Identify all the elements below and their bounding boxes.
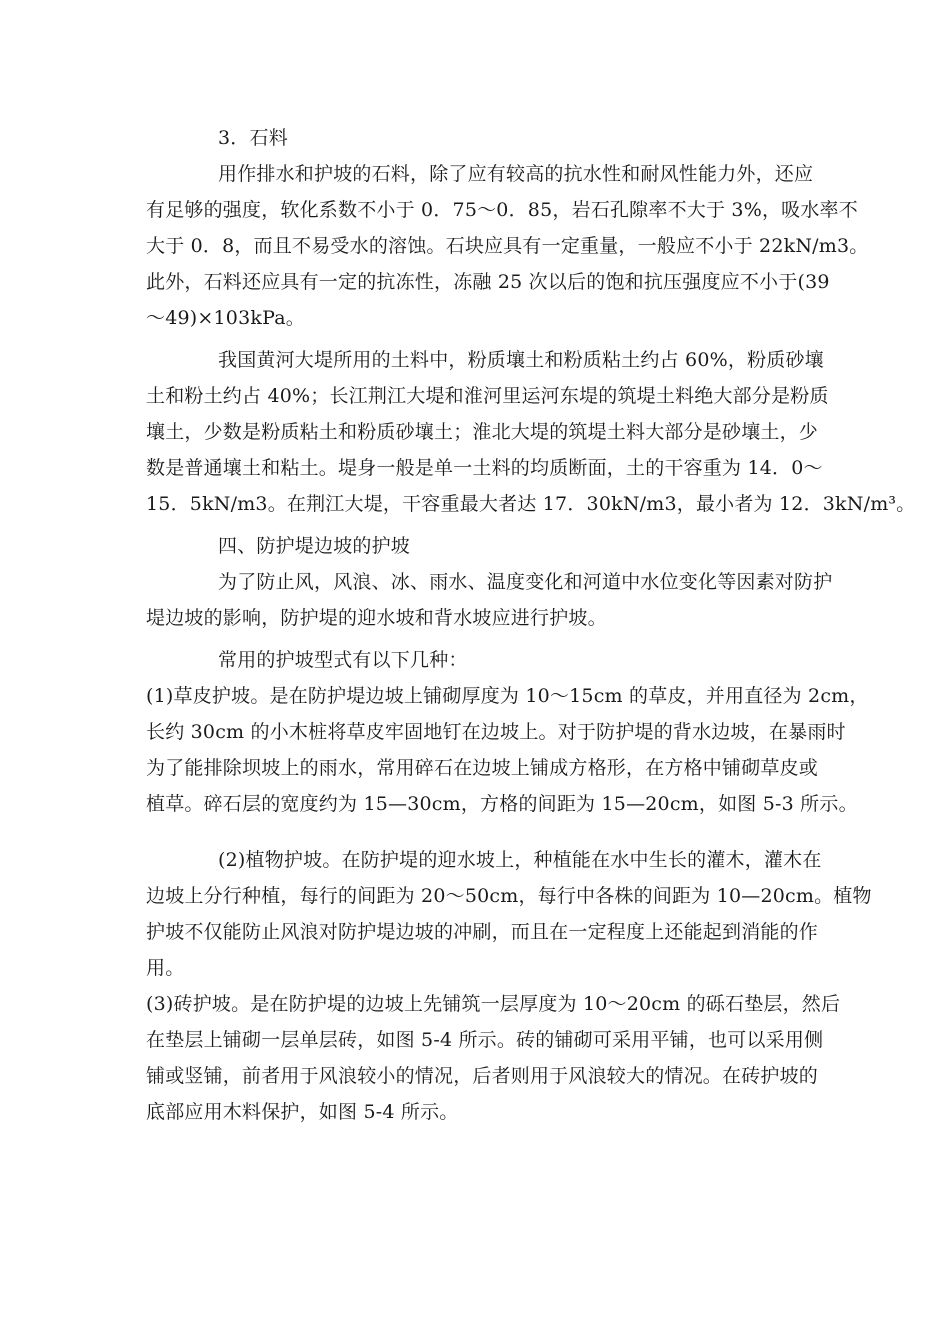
paragraph-line: (1)草皮护坡。是在防护堤边坡上铺砌厚度为 10～15cm 的草皮，并用直径为 2cm， (146, 685, 869, 707)
paragraph-line: 壤土，少数是粉质粘土和粉质砂壤土；淮北大堤的筑堤土料大部分是砂壤土，少 (146, 421, 819, 443)
paragraph-line: 有足够的强度，软化系数不小于 0．75～0．85，岩石孔隙率不大于 3%，吸水率不 (146, 199, 858, 221)
paragraph-line: 底部应用木料保护，如图 5-4 所示。 (146, 1101, 459, 1123)
paragraph-line: 我国黄河大堤所用的土料中，粉质壤土和粉质粘土约占 60%，粉质砂壤 (218, 349, 824, 371)
paragraph-line: 长约 30cm 的小木桩将草皮牢固地钉在边坡上。对于防护堤的背水边坡，在暴雨时 (146, 721, 846, 743)
paragraph-line: ～49)×103kPa。 (146, 307, 305, 329)
paragraph-line: 为了能排除坝坡上的雨水，常用碎石在边坡上铺成方格形，在方格中铺砌草皮或 (146, 757, 819, 779)
paragraph-line: (3)砖护坡。是在防护堤的边坡上先铺筑一层厚度为 10～20cm 的砾石垫层，然后 (146, 993, 841, 1015)
paragraph-line: 铺或竖铺，前者用于风浪较小的情况，后者则用于风浪较大的情况。在砖护坡的 (146, 1065, 819, 1087)
paragraph-line: 此外，石料还应具有一定的抗冻性，冻融 25 次以后的饱和抗压强度应不小于(39 (146, 271, 830, 293)
paragraph-line: 为了防止风，风浪、冰、雨水、温度变化和河道中水位变化等因素对防护 (218, 571, 833, 593)
paragraph-line: 植草。碎石层的宽度约为 15—30cm，方格的间距为 15—20cm，如图 5-3 所示。 (146, 793, 858, 815)
paragraph-line: 数是普通壤土和粘土。堤身一般是单一土料的均质断面，土的干容重为 14．0～ (146, 457, 823, 479)
paragraph-line: 堤边坡的影响，防护堤的迎水坡和背水坡应进行护坡。 (146, 607, 607, 629)
paragraph-line: 15．5kN/m3。在荆江大堤，干容重最大者达 17．30kN/m3，最小者为 12．3kN/m³。 (146, 493, 916, 515)
paragraph-line: 边坡上分行种植，每行的间距为 20～50cm，每行中各株的间距为 10—20cm。植物 (146, 885, 872, 907)
paragraph-line: 护坡不仅能防止风浪对防护堤边坡的冲刷，而且在一定程度上还能起到消能的作 (146, 921, 819, 943)
paragraph-line: 大于 0．8，而且不易受水的溶蚀。石块应具有一定重量，一般应不小于 22kN/m3。 (146, 235, 869, 257)
paragraph-line: 在垫层上铺砌一层单层砖，如图 5-4 所示。砖的铺砌可采用平铺，也可以采用侧 (146, 1029, 824, 1051)
paragraph-line: 用作排水和护坡的石料，除了应有较高的抗水性和耐风性能力外，还应 (218, 163, 814, 185)
paragraph-line: (2)植物护坡。在防护堤的迎水坡上，种植能在水中生长的灌木，灌木在 (218, 849, 822, 871)
paragraph-line: 用。 (146, 957, 185, 979)
section-heading-slope: 四、防护堤边坡的护坡 (218, 535, 411, 557)
paragraph-line: 土和粉土约占 40%；长江荆江大堤和淮河里运河东堤的筑堤土料绝大部分是粉质 (146, 385, 829, 407)
section-heading-stone: 3．石料 (218, 127, 288, 149)
paragraph-line: 常用的护坡型式有以下几种： (218, 649, 468, 671)
